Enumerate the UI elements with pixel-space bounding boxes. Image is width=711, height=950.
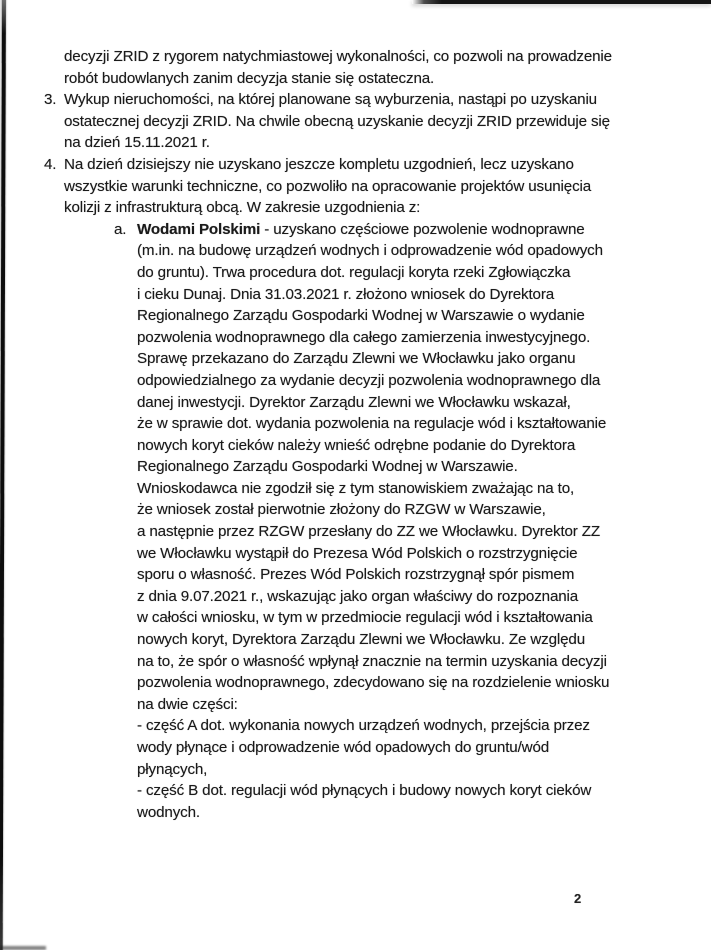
- text-line: - część B dot. regulacji wód płynących i budowy nowych koryt cieków: [137, 782, 592, 800]
- list-item-3: [44, 89, 684, 154]
- text-line: Regionalnego Zarządu Gospodarki Wodnej w Warszawie.: [137, 458, 518, 476]
- page-number: 2: [574, 891, 582, 906]
- list-item-a: [114, 219, 684, 824]
- list-item-3-lines: [64, 89, 684, 154]
- text-line: kolizji z infrastrukturą obcą. W zakresie uzgodnienia z:: [64, 199, 421, 217]
- text-line: Na dzień dzisiejszy nie uzyskano jeszcze kompletu uzgodnień, lecz uzyskano: [64, 155, 574, 173]
- text-line: na to, że spór o własność wpłynął znacznie na termin uzyskania decyzji: [137, 652, 607, 670]
- text-line: nowych koryt, Dyrektora Zarządu Zlewni we Włocławku. Ze względu: [137, 631, 586, 649]
- text-line: Wykup nieruchomości, na której planowane są wyburzenia, nastąpi po uzyskaniu: [64, 91, 597, 109]
- document-body: [44, 46, 684, 823]
- text-line: robót budowlanych zanim decyzja stanie się ostateczna.: [64, 69, 435, 87]
- bold-lead-text: Wodami Polskimi: [137, 220, 261, 238]
- scan-edge-top-artifact: [412, 0, 711, 4]
- text-line: na dwie części:: [137, 695, 238, 713]
- scan-corner-smudge-artifact: [0, 946, 46, 950]
- text-line: Sprawę przekazano do Zarządu Zlewni we Włocławku jako organu: [137, 350, 576, 368]
- lead-rest-text: - uzyskano częściowe pozwolenie wodnoprawne: [260, 220, 585, 238]
- text-line: że wniosek został pierwotnie złożony do RZGW w Warszawie,: [137, 501, 546, 519]
- text-line: wody płynące i odprowadzenie wód opadowych do gruntu/wód: [137, 739, 550, 756]
- text-line: Wnioskodawca nie zgodził się z tym stanowiskiem zważając na to,: [137, 479, 575, 497]
- text-line: z dnia 9.07.2021 r., wskazując jako organ właściwy do rozpoznania: [137, 587, 579, 605]
- text-line: nowych koryt cieków należy wnieść odrębne podanie do Dyrektora: [137, 436, 576, 454]
- text-line: we Włocławku wystąpił do Prezesa Wód Polskich o rozstrzygnięcie: [137, 544, 578, 562]
- text-line: w całości wniosku, w tym w przedmiocie regulacji wód i kształtowania: [137, 609, 593, 627]
- text-line: (m.in. na budowę urządzeń wodnych i odprowadzenie wód opadowych: [137, 242, 603, 260]
- text-line: płynących,: [137, 760, 208, 778]
- scan-edge-left-artifact: [0, 0, 6, 950]
- text-line: danej inwestycji. Dyrektor Zarządu Zlewni we Włocławku wskazał,: [137, 393, 571, 411]
- text-line-lead: [137, 219, 684, 241]
- list-item-4-lines: [64, 154, 684, 219]
- text-line: pozwolenia wodnoprawnego dla całego zamierzenia inwestycyjnego.: [137, 328, 591, 346]
- list-item-4: [44, 154, 684, 219]
- text-line: i cieku Dunaj. Dnia 31.03.2021 r. złożono wniosek do Dyrektora: [137, 285, 555, 303]
- list-item-a-lines: [137, 240, 684, 823]
- text-line: odpowiedzialnego za wydanie decyzji pozwolenia wodnoprawnego dla: [137, 371, 601, 389]
- text-line: wodnych.: [137, 803, 200, 821]
- text-line: że w sprawie dot. wydania pozwolenia na regulacje wód i kształtowanie: [137, 415, 607, 433]
- list-marker-a: a.: [114, 220, 127, 238]
- paragraph-continuation: [64, 46, 684, 89]
- text-line: do gruntu). Trwa procedura dot. regulacji koryta rzeki Zgłowiączka: [137, 263, 571, 281]
- list-marker-3: 3.: [44, 91, 57, 109]
- text-line: sporu o własność. Prezes Wód Polskich rozstrzygnął spór pismem: [137, 566, 575, 584]
- text-line: decyzji ZRID z rygorem natychmiastowej wykonalności, co pozwoli na prowadzenie: [64, 48, 612, 65]
- text-line: Regionalnego Zarządu Gospodarki Wodnej w Warszawie o wydanie: [137, 307, 585, 325]
- text-line: na dzień 15.11.2021 r.: [64, 134, 210, 152]
- text-line: wszystkie warunki techniczne, co pozwoliło na opracowanie projektów usunięcia: [64, 177, 592, 195]
- list-marker-4: 4.: [44, 155, 57, 173]
- text-line: a następnie przez RZGW przesłany do ZZ we Włocławku. Dyrektor ZZ: [137, 523, 601, 541]
- text-line: - część A dot. wykonania nowych urządzeń wodnych, przejścia przez: [137, 717, 590, 735]
- text-line: pozwolenia wodnoprawnego, zdecydowano się na rozdzielenie wniosku: [137, 674, 610, 692]
- text-line: ostatecznej decyzji ZRID. Na chwile obecną uzyskanie decyzji ZRID przewiduje się: [64, 112, 610, 130]
